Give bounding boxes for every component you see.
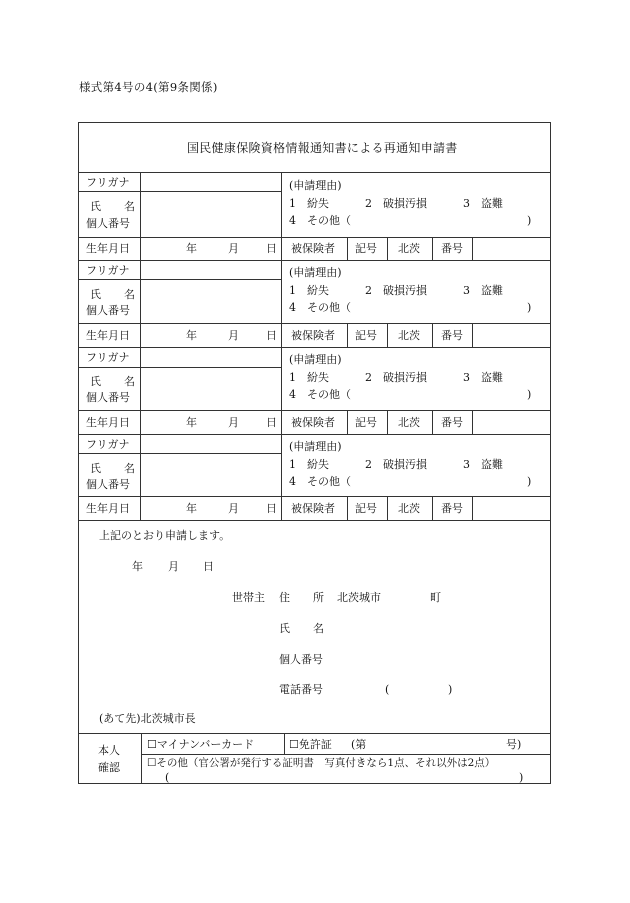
reason-option-other[interactable]: 4 その他（ [289,475,351,488]
number-label: 番号 [441,502,463,515]
symbol-label: 記号 [355,329,377,342]
verification-row-divider [141,754,551,755]
addressee: (あて先)北茨城市長 [99,712,196,725]
furigana-field[interactable] [142,173,280,190]
birthdate-month: 月 [228,329,239,342]
address-field[interactable] [387,589,427,604]
other-id-paren-close: ) [519,771,524,784]
col-divider [387,496,388,520]
number-label: 番号 [441,329,463,342]
license-number-open: (第 [351,738,367,751]
furigana-label: フリガナ [86,264,130,277]
insured-number-field[interactable] [474,411,550,433]
symbol-value: 北茨 [398,242,420,255]
reason-option-damaged[interactable]: 2 破損汚損 [365,371,427,384]
address-town: 町 [430,591,441,604]
individual-number-label: 個人番号 [279,653,323,666]
address-city: 北茨城市 [337,591,381,604]
block-divider [78,520,551,521]
name-field[interactable] [142,454,280,495]
declaration-text: 上記のとおり申請します。 [99,529,231,542]
col-divider [281,434,282,520]
reason-heading: (申請理由) [289,266,342,279]
name-label-1: 氏 [279,622,290,635]
form-number: 様式第4号の4(第9条関係) [79,80,218,94]
number-label: 番号 [441,416,463,429]
verification-label-1: 本人 [98,744,120,757]
reason-other-close: ) [527,214,532,227]
birthdate-month: 月 [228,502,239,515]
date-month: 月 [168,560,179,573]
insured-label: 被保険者 [291,329,335,342]
birthdate-year: 年 [186,502,197,515]
reason-option-other[interactable]: 4 その他（ [289,388,351,401]
verification-divider [78,733,551,734]
col-divider [472,410,473,434]
furigana-field[interactable] [142,435,280,452]
birthdate-label: 生年月日 [86,416,130,429]
phone-label: 電話番号 [279,683,323,696]
address-label-2: 所 [313,591,324,604]
name-field[interactable] [142,192,280,236]
reason-option-lost[interactable]: 1 紛失 [289,284,329,297]
col-divider [472,237,473,260]
insured-label: 被保険者 [291,242,335,255]
reason-option-lost[interactable]: 1 紛失 [289,458,329,471]
insured-label: 被保険者 [291,502,335,515]
reason-heading: (申請理由) [289,179,342,192]
reason-option-other[interactable]: 4 その他（ [289,214,351,227]
col-divider [140,434,141,520]
col-divider [347,323,348,347]
address-label-1: 住 [279,591,290,604]
birthdate-label: 生年月日 [86,329,130,342]
individual-number-label: 個人番号 [86,217,130,230]
symbol-label: 記号 [355,416,377,429]
name-field[interactable] [142,368,280,409]
birthdate-month: 月 [228,416,239,429]
householder-name-field[interactable] [337,619,527,634]
birthdate-label: 生年月日 [86,502,130,515]
col-divider [347,237,348,260]
symbol-label: 記号 [355,242,377,255]
name-label-shi: 氏 [90,288,101,301]
phone-paren-close: ) [448,683,453,696]
verification-col-divider [141,733,142,784]
insured-number-field[interactable] [474,324,550,346]
license-number-field[interactable] [380,736,500,751]
name-field[interactable] [142,280,280,322]
col-divider [432,323,433,347]
name-label-mei: 名 [124,462,135,475]
reason-option-stolen[interactable]: 3 盗難 [463,371,503,384]
col-divider [387,410,388,434]
col-divider [387,323,388,347]
col-divider [347,410,348,434]
birthdate-day: 日 [266,416,277,429]
other-id-checkbox[interactable]: ☐その他（官公署が発行する証明書 写真付きなら1点、それ以外は2点） [147,757,496,769]
form-title: 国民健康保険資格情報通知書による再通知申請書 [187,141,458,155]
name-label-shi: 氏 [90,200,101,213]
furigana-field[interactable] [142,261,280,278]
reason-heading: (申請理由) [289,353,342,366]
individual-number-label: 個人番号 [86,391,130,404]
birthdate-day: 日 [266,242,277,255]
furigana-label: フリガナ [86,351,130,364]
symbol-value: 北茨 [398,416,420,429]
birthdate-month: 月 [228,242,239,255]
col-divider [432,496,433,520]
furigana-label: フリガナ [86,176,130,189]
insured-number-field[interactable] [474,497,550,519]
reason-option-stolen[interactable]: 3 盗難 [463,458,503,471]
reason-other-close: ) [527,475,532,488]
reason-heading: (申請理由) [289,440,342,453]
birthdate-year: 年 [186,416,197,429]
other-id-field[interactable] [175,770,515,783]
date-year: 年 [132,560,143,573]
reason-option-lost[interactable]: 1 紛失 [289,197,329,210]
verification-label-2: 確認 [98,761,120,774]
symbol-value: 北茨 [398,502,420,515]
birthdate-year: 年 [186,329,197,342]
reason-option-stolen[interactable]: 3 盗難 [463,197,503,210]
individual-number-field[interactable] [337,650,527,665]
insured-number-field[interactable] [474,238,550,259]
reason-option-other[interactable]: 4 その他（ [289,301,351,314]
name-label-mei: 名 [124,288,135,301]
birthdate-day: 日 [266,329,277,342]
householder-label: 世帯主 [232,591,265,604]
reason-option-damaged[interactable]: 2 破損汚損 [365,284,427,297]
col-divider [387,237,388,260]
col-divider [347,496,348,520]
col-divider [281,260,282,347]
col-divider [472,496,473,520]
col-divider [432,410,433,434]
name-label-mei: 名 [124,375,135,388]
col-divider [281,347,282,434]
furigana-field[interactable] [142,348,280,366]
mynumber-card-checkbox[interactable]: ☐マイナンバーカード [147,738,255,751]
birthdate-day: 日 [266,502,277,515]
reason-option-damaged[interactable]: 2 破損汚損 [365,458,427,471]
individual-number-label: 個人番号 [86,304,130,317]
name-label-2: 名 [313,622,324,635]
reason-option-damaged[interactable]: 2 破損汚損 [365,197,427,210]
phone-field[interactable] [392,680,446,695]
name-label-shi: 氏 [90,375,101,388]
other-id-paren-open: ( [165,771,170,784]
reason-option-lost[interactable]: 1 紛失 [289,371,329,384]
insured-label: 被保険者 [291,416,335,429]
col-divider [472,323,473,347]
number-label: 番号 [441,242,463,255]
phone-paren-open: ( [385,683,390,696]
name-label-shi: 氏 [90,462,101,475]
symbol-label: 記号 [355,502,377,515]
furigana-label: フリガナ [86,438,130,451]
name-label-mei: 名 [124,200,135,213]
license-number-close: 号) [506,738,522,751]
birthdate-year: 年 [186,242,197,255]
verification-col-divider [284,733,285,754]
col-divider [281,172,282,260]
individual-number-label: 個人番号 [86,478,130,491]
symbol-value: 北茨 [398,329,420,342]
col-divider [432,237,433,260]
col-divider [140,347,141,434]
reason-other-close: ) [527,388,532,401]
date-day: 日 [203,560,214,573]
reason-other-close: ) [527,301,532,314]
license-checkbox[interactable]: ☐免許証 [289,738,332,751]
col-divider [140,172,141,260]
birthdate-label: 生年月日 [86,242,130,255]
reason-option-stolen[interactable]: 3 盗難 [463,284,503,297]
col-divider [140,260,141,347]
